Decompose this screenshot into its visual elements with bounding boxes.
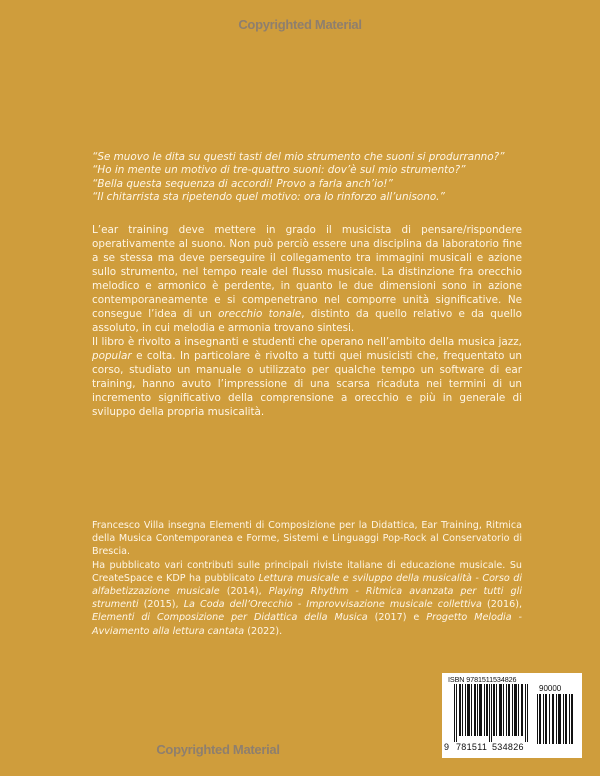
- text-run: (2022).: [244, 625, 283, 637]
- description-paragraph: [92, 223, 522, 335]
- text-run: (2015),: [138, 599, 184, 611]
- quote-line: “Se muovo le dita su questi tasti del mio strumento che suoni si produrranno?”: [92, 151, 505, 163]
- book-title: La Coda dell’Orecchio - Improvvisazione musicale collettiva: [183, 599, 482, 611]
- book-title: Elementi di Composizione per Didattica della Musica: [92, 612, 368, 624]
- quote-line: “Ho in mente un motivo di tre-quattro suoni: dov’è sul mio strumento?”: [92, 164, 466, 177]
- barcode-digits-right: 534826: [492, 742, 524, 752]
- copyright-watermark-top: Copyrighted Material: [238, 17, 362, 32]
- barcode-digits-left: 781511: [456, 742, 488, 752]
- barcode-main-bars-icon: [454, 684, 528, 742]
- text-run: Il libro è rivolto a insegnanti e studenti che operano nell’ambito della musica jazz,: [92, 336, 522, 348]
- book-title: Progetto Melodia - Avviamento alla lettura cantata: [92, 612, 522, 637]
- quotes-block: [92, 151, 532, 205]
- text-run: , distinto da quello relativo e da quello assoluto, in cui melodia e armonia trovano sintesi.: [92, 308, 522, 334]
- book-title: Lettura musicale e sviluppo della musicalità - Corso di alfabetizzazione musicale: [92, 572, 523, 598]
- text-run: (2017) e: [367, 612, 427, 624]
- text-run: (2014),: [219, 586, 269, 598]
- emphasis-text: popular: [92, 350, 132, 362]
- text-run: Ha pubblicato vari contributi sulle principali riviste italiane di educazione musicale. Su CreateSpace e KDP ha pubblicato: [92, 559, 522, 584]
- barcode-digit-first: 9: [444, 742, 450, 752]
- description-paragraph: [92, 335, 522, 419]
- text-run: L’ear training deve mettere in grado il musicista di pensare/rispondere operativamente al suono. Non può perciò essere una disciplina da laboratorio fine a se stessa ma deve perseguire il collegamento tra immagini musicali e azione sullo strumento, nel tempo reale del flusso musicale. La distinzione fra orecchio melodico e armonico è perdente, in quanto le due dimensioni sono in azione contemporaneamente e si compenetrano nel comporre unità significative. Ne consegue l’idea di un: [92, 224, 522, 320]
- author-bio: [92, 519, 522, 638]
- emphasis-text: orecchio tonale: [218, 308, 302, 320]
- quote-line: “Il chitarrista sta ripetendo quel motivo: ora lo rinforzo all’unisono.”: [92, 191, 445, 204]
- bio-paragraph: [92, 559, 522, 638]
- text-run: e colta. In particolare è rivolto a tutti quei musicisti che, frequentato un corso, studiato un manuale o utilizzato per qualche tempo un software di ear training, hanno avuto l’impressione di una scarsa ricaduta nei termini di un incremento significativo della comprensione a orecchio e più in generale di sviluppo della propria musicalità.: [92, 350, 522, 418]
- barcode-addon-bars-icon: [537, 694, 575, 744]
- copyright-watermark-bottom: Copyrighted Material: [156, 742, 280, 757]
- text-run: (2016),: [481, 599, 522, 611]
- book-title: Playing Rhythm - Ritmica avanzata per tutti gli strumenti: [92, 586, 522, 611]
- price-addon-label: 90000: [539, 684, 562, 693]
- quote-line: “Bella questa sequenza di accordi! Provo a farla anch’io!”: [92, 177, 393, 190]
- isbn-label: ISBN 9781511534826: [448, 675, 517, 684]
- book-description: [92, 223, 522, 419]
- bio-paragraph: Francesco Villa insegna Elementi di Composizione per la Didattica, Ear Training, Ritmica della Musica Contemporanea e Forme, Sistemi e Linguaggi Pop-Rock al Conservatorio di Brescia.: [92, 520, 522, 558]
